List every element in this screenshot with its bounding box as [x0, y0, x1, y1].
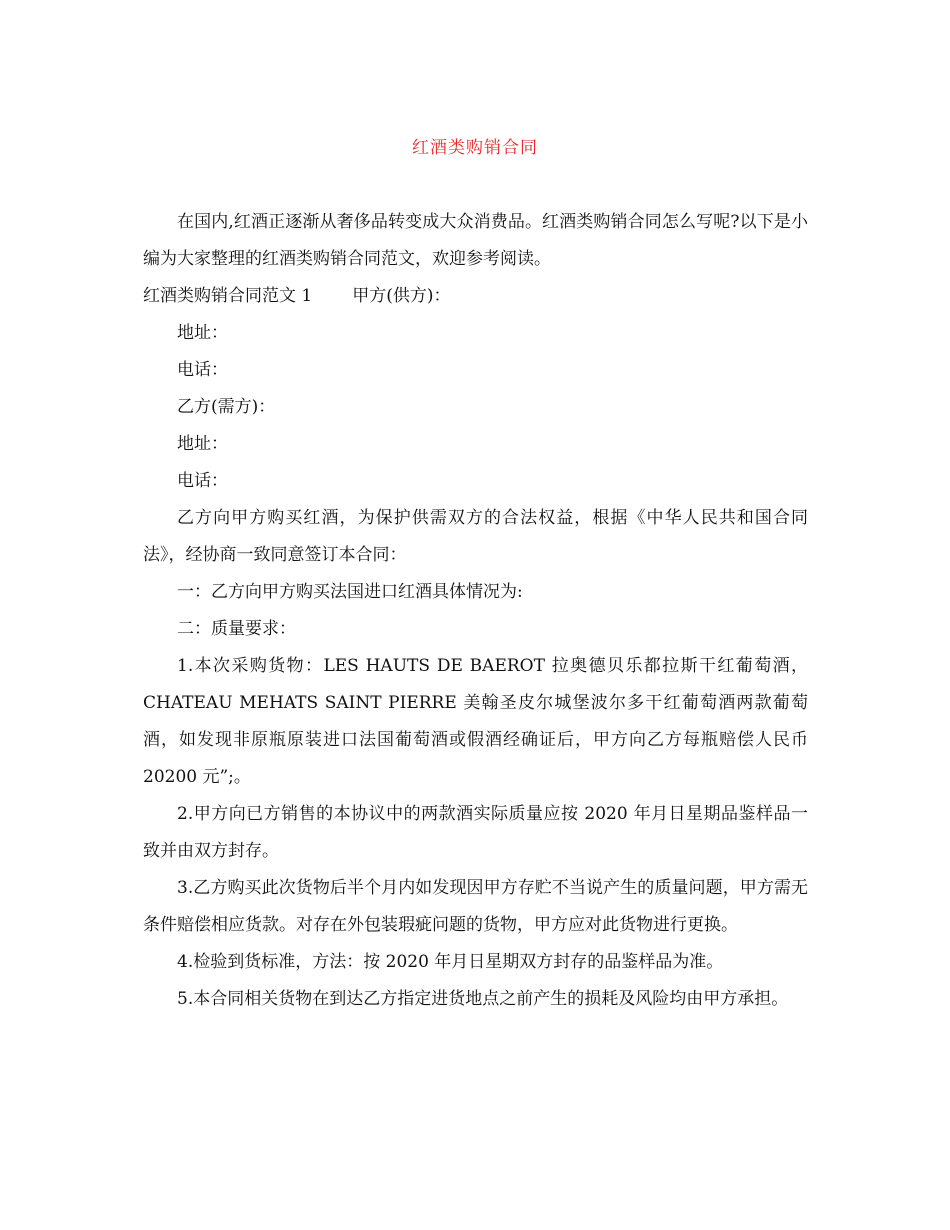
clause-5: 5.本合同相关货物在到达乙方指定进货地点之前产生的损耗及风险均由甲方承担。 — [177, 989, 789, 1009]
clause-3: 3.乙方购买此次货物后半个月内如发现因甲方存贮不当说产生的质量问题，甲方需无条件赔偿相应货款。对存在外包装瑕疵问题的货物，甲方应对此货物进行更换。 — [143, 878, 808, 935]
party-b-address: 地址： — [177, 434, 228, 454]
sample-heading-line — [143, 278, 808, 315]
preamble-paragraph: 乙方向甲方购买红酒，为保护供需双方的合法权益，根据《中华人民共和国合同法》，经协商一致同意签订本合同： — [143, 508, 808, 565]
clause-4: 4.检验到货标准，方法：按 2020 年月日星期双方封存的品鉴样品为准。 — [177, 952, 724, 972]
section-1-heading: 一：乙方向甲方购买法国进口红酒具体情况为: — [177, 582, 523, 602]
clause-2: 2.甲方向已方销售的本协议中的两款酒实际质量应按 2020 年月日星期品鉴样品一致并由双方封存。 — [143, 804, 808, 861]
party-a-phone: 电话： — [177, 360, 228, 380]
intro-paragraph: 在国内,红酒正逐渐从奢侈品转变成大众消费品。红酒类购销合同怎么写呢?以下是小编为大家整理的红酒类购销合同范文，欢迎参考阅读。 — [143, 212, 808, 269]
sample-heading: 红酒类购销合同范文 1 — [143, 286, 313, 306]
party-b-label: 乙方(需方)： — [177, 397, 276, 417]
party-b-phone: 电话： — [177, 471, 228, 491]
section-2-heading: 二：质量要求： — [177, 619, 296, 639]
document-title: 红酒类购销合同 — [412, 138, 538, 158]
party-a-address: 地址： — [177, 323, 228, 343]
party-a-label: 甲方(供方)： — [352, 286, 451, 306]
document-body — [143, 204, 808, 1018]
clause-1: 1.本次采购货物：LES HAUTS DE BAEROT 拉奥德贝乐都拉斯干红葡萄酒，CHATEAU MEHATS SAINT PIERRE 美翰圣皮尔城堡波尔多干红葡萄酒两款葡萄酒，如发现非原瓶原装进口法国葡萄酒或假酒经确证后，甲方向乙方每瓶赔偿人民币 20200 元”;。 — [143, 656, 808, 787]
